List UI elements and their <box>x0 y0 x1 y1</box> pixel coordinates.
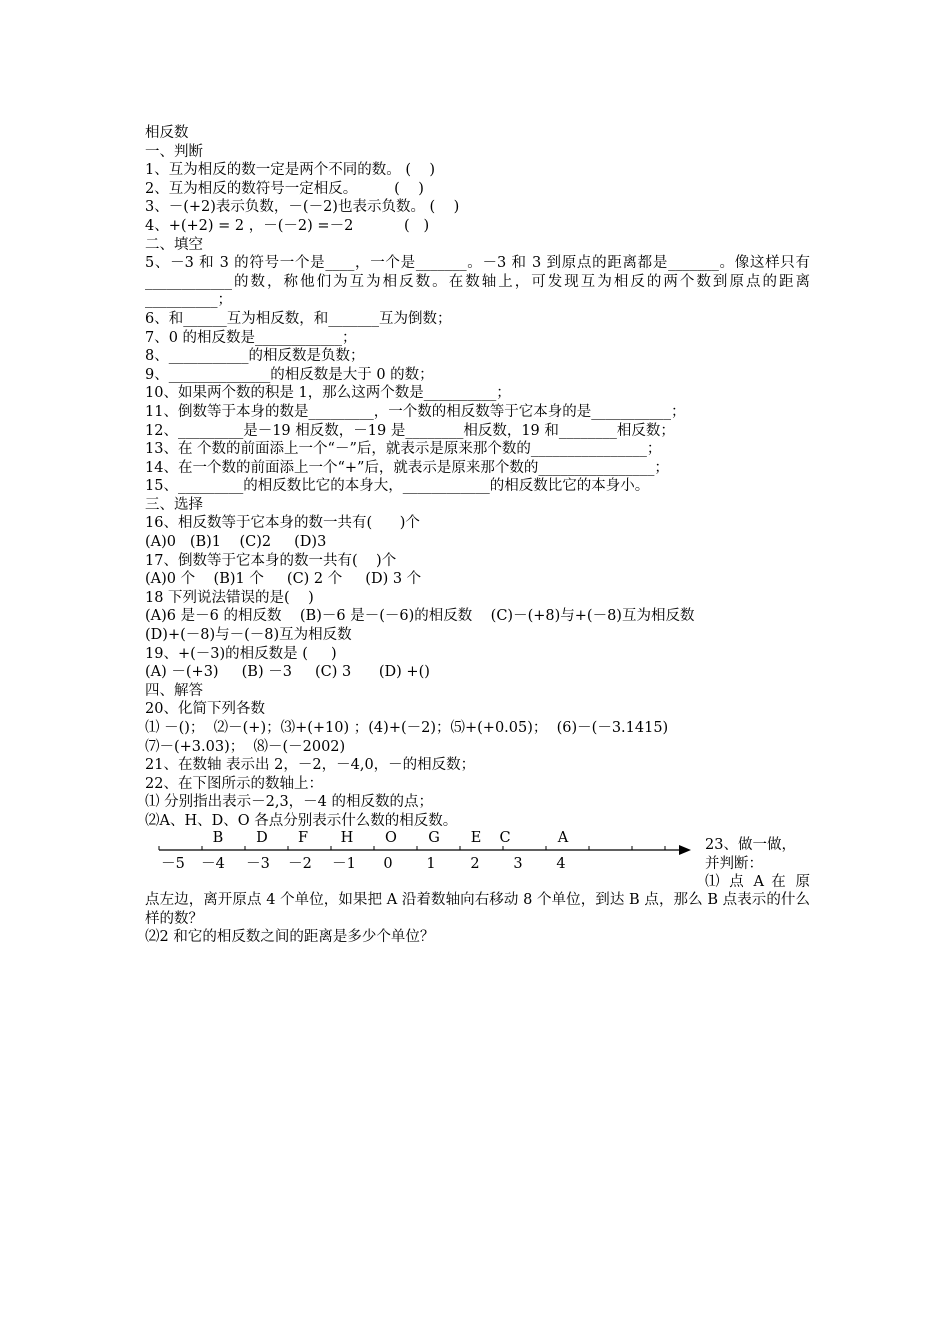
number-line-point-label: G <box>428 830 440 846</box>
number-line-point-label: H <box>340 830 354 846</box>
question-20: 20、化简下列各数 <box>145 701 265 718</box>
question-8: 8、___________的相反数是负数； <box>145 348 365 365</box>
question-2: 2、互为相反的数符号一定相反。 ( ) <box>145 180 424 197</box>
question-14: 14、在一个数的前面添上一个“+”后，就表示是原来那个数的________________； <box>145 459 669 476</box>
number-line-point-label: A <box>557 830 569 846</box>
question-19: 19、+(－3)的相反数是 ( ) <box>145 645 337 662</box>
question-15: 15、_________的相反数比它的本身大，____________的相反数比它的本身小。 <box>145 478 650 495</box>
number-line-arrow <box>679 845 691 855</box>
question-9: 9、______________的相反数是大于 0 的数； <box>145 366 434 383</box>
number-line-figure <box>145 825 810 891</box>
question-11: 11、倒数等于本身的数是_________，一个数的相反数等于它本身的是___________； <box>145 403 686 420</box>
question-23-subtitle: 并判断： <box>705 855 763 872</box>
question-18-options-1: (A)6 是－6 的相反数 (B)－6 是－(－6)的相反数 (C)－(+8)与+(－8)互为相反数 <box>145 608 695 625</box>
number-line-point-label: D <box>256 830 268 846</box>
question-3: 3、－(+2)表示负数，－(－2)也表示负数。 ( ) <box>145 199 460 216</box>
section-fill: 二、填空 <box>145 236 203 253</box>
number-line-point-label: B <box>212 830 224 846</box>
number-line-point-label: F <box>297 830 309 846</box>
question-12: 12、_________是－19 相反数，－19 是________相反数，19 和________相反数； <box>145 422 675 439</box>
section-choose: 三、选择 <box>145 496 203 513</box>
question-23-title: 23、做一做， <box>705 837 796 853</box>
number-line <box>145 825 705 877</box>
question-16: 16、相反数等于它本身的数一共有( )个 <box>145 515 420 532</box>
question-22: 22、在下图所示的数轴上： <box>145 775 323 792</box>
number-line-tick-label: 3 <box>513 856 523 872</box>
question-21: 21、在数轴 表示出 2，－2，－4,0，－的相反数； <box>145 757 476 774</box>
number-line-tick-label: －5 <box>161 856 185 872</box>
number-line-tick-label: －4 <box>201 856 225 872</box>
question-1: 1、互为相反的数一定是两个不同的数。 ( ) <box>145 162 436 179</box>
question-23-part-1-start: ⑴ 点 A 在 原 <box>705 874 810 891</box>
question-22-part-1: ⑴ 分别指出表示－2,3，－4 的相反数的点； <box>145 794 434 811</box>
section-solve: 四、解答 <box>145 682 203 699</box>
question-23-part-2: ⑵2 和它的相反数之间的距离是多少个单位？ <box>145 929 435 946</box>
question-23-body <box>145 891 810 947</box>
number-line-tick-label: －3 <box>246 856 270 872</box>
number-line-tick-label: 0 <box>383 856 393 872</box>
question-18-options-2: (D)+(－8)与－(－8)互为相反数 <box>145 627 352 644</box>
number-line-tick-label: －1 <box>332 856 356 872</box>
question-4: 4、+(+2) = 2 ，－(－2) =－2 ( ) <box>145 217 430 234</box>
number-line-point-label: O <box>385 830 397 846</box>
question-7: 7、0 的相反数是____________； <box>145 329 357 346</box>
question-23-part-1: 点左边，离开原点 4 个单位，如果把 A 沿着数轴向右移动 8 个单位，到达 B 点，那么 B 点表示的什么样的数？ <box>145 892 810 927</box>
question-19-options: (A) －(+3) (B) －3 (C) 3 (D) +() <box>145 664 430 681</box>
question-17-options: (A)0 个 (B)1 个 (C) 2 个 (D) 3 个 <box>145 571 422 588</box>
number-line-point-label: C <box>499 830 511 846</box>
question-16-options: (A)0 (B)1 (C)2 (D)3 <box>145 534 327 551</box>
question-13: 13、在 个数的前面添上一个“－”后，就表示是原来那个数的________________； <box>145 441 662 458</box>
question-22-part-2: ⑵A、H、D、O 各点分别表示什么数的相反数。 <box>145 812 458 829</box>
question-6: 6、和______互为相反数，和_______互为倒数； <box>145 310 452 327</box>
number-line-tick-label: 1 <box>426 856 436 872</box>
number-line-tick-label: 2 <box>470 856 480 872</box>
number-line-tick-label: 4 <box>556 856 566 872</box>
question-18: 18 下列说法错误的是( ) <box>145 589 314 606</box>
question-20-items-a: ⑴ －()； ⑵－(+)；⑶+(+10) ；(4)+(－2)；⑸+(+0.05)； (6)－(－3.1415) <box>145 720 669 736</box>
number-line-tick-label: －2 <box>288 856 312 872</box>
worksheet-body <box>145 124 810 831</box>
question-5: 5、－3 和 3 的符号一个是____，一个是_______。－3 和 3 到原点的距离都是_______。像这样只有____________的数，称他们为互为相反数。在数轴上，可发现互为相反的两个数到原点的距离__________； <box>145 255 810 309</box>
question-17: 17、倒数等于它本身的数一共有( )个 <box>145 552 397 569</box>
question-23-heading <box>705 836 810 892</box>
question-10: 10、如果两个数的积是 1，那么这两个数是__________； <box>145 385 511 402</box>
number-line-point-label: E <box>470 830 482 846</box>
page-title: 相反数 <box>145 125 189 141</box>
question-20-items-b: ⑺－(+3.03)； ⑻－(－2002) <box>145 738 346 755</box>
section-judge: 一、判断 <box>145 143 203 160</box>
